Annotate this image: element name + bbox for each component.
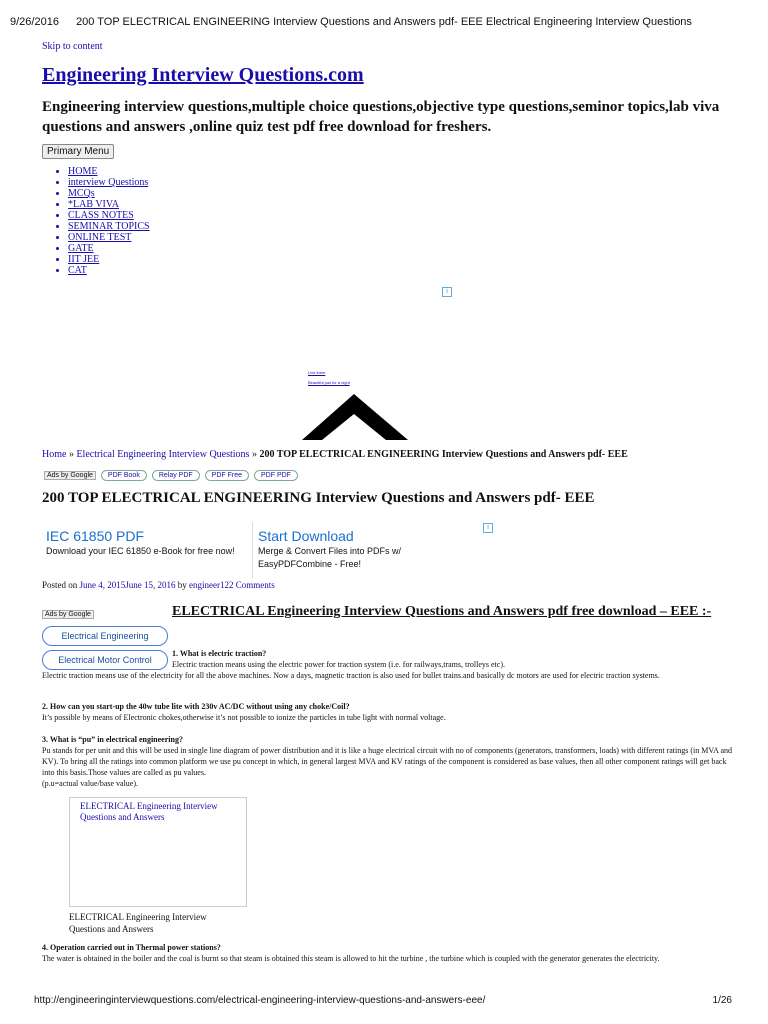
print-doc-title: 200 TOP ELECTRICAL ENGINEERING Interview Questions and Answers pdf- EEE Electrical Engineering Interview Questions bbox=[76, 16, 692, 28]
breadcrumb bbox=[42, 449, 628, 460]
breadcrumb-home[interactable]: Home bbox=[42, 449, 67, 460]
question-4: 4. Operation carried out in Thermal power stations? bbox=[42, 943, 221, 952]
scroll-up-chevron-icon[interactable] bbox=[302, 394, 412, 440]
print-date: 9/26/2016 bbox=[10, 16, 59, 28]
author-comments-link[interactable]: engineer122 Comments bbox=[189, 580, 275, 590]
question-3: 3. What is “pu” in electrical engineering? bbox=[42, 735, 183, 744]
article-image-placeholder bbox=[69, 797, 247, 907]
ad-left[interactable] bbox=[46, 528, 251, 558]
ad-choices-icon[interactable]: i bbox=[442, 287, 452, 297]
post-date-link[interactable]: June 4, 2015June 15, 2016 bbox=[79, 580, 176, 590]
answer-2: It’s possible by means of Electronic chokes,otherwise it’s not possible to ionize the particles in tube light with normal voltage. bbox=[42, 713, 446, 722]
nav-item-lab-viva[interactable]: • *LAB VIVA bbox=[68, 199, 150, 210]
nav-item-gate[interactable]: • GATE bbox=[68, 243, 150, 254]
site-title-link[interactable]: Engineering Interview Questions.com bbox=[42, 64, 364, 86]
ad-right[interactable] bbox=[258, 528, 463, 571]
answer-1a: Electric traction means using the electric power for traction system (i.e. for railways,trams, trolleys etc). bbox=[172, 660, 505, 669]
breadcrumb-category[interactable]: Electrical Engineering Interview Questions bbox=[76, 449, 250, 460]
answer-3: Pu stands for per unit and this will be used in single line diagram of power distribution and it is like a huge electrical circuit with no of components (generators, transformers, loads) with different ratings (in MVA and KV). To bring all the ratings into common platform we use pu concept in which, in general largest MVA and KV ratings of the component is considered as base values, then all other component ratings will get back into this basis.Those values are called as pu values. bbox=[42, 746, 732, 777]
image-caption: ELECTRICAL Engineering Interview Questions and Answers bbox=[69, 912, 207, 934]
nav-item-interview-questions[interactable]: • interview Questions bbox=[68, 177, 150, 188]
nav-item-seminar-topics[interactable]: • SEMINAR TOPICS bbox=[68, 221, 150, 232]
answer-4: The water is obtained in the boiler and the coal is burnt so that steam is obtained this steam is allowed to hit the turbine , the turbine which is coupled with the generator generates the electricity. bbox=[42, 954, 660, 963]
article-heading: ELECTRICAL Engineering Interview Questions and Answers pdf free download – EEE :- bbox=[172, 604, 712, 619]
answer-3-formula: (p.u=actual value/base value). bbox=[42, 779, 139, 788]
question-2: 2. How can you start-up the 40w tube lite with 230v AC/DC without using any choke/Coil? bbox=[42, 702, 350, 711]
nav-item-cat[interactable]: • CAT bbox=[68, 265, 150, 276]
site-tagline: Engineering interview questions,multiple choice questions,objective type questions,seminor topics,lab viva questions and answers ,online quiz test pdf free download for freshers. bbox=[42, 99, 720, 135]
ad-right-desc: Merge & Convert Files into PDFs w/ EasyPDFCombine - Free! bbox=[258, 546, 402, 569]
ad-button-electrical-motor-control[interactable]: Electrical Motor Control bbox=[42, 650, 168, 670]
ads-by-google-label: Ads by Google bbox=[42, 610, 94, 619]
ad-left-desc: Download your IEC 61850 e-Book for free now! bbox=[46, 546, 235, 556]
ad-link-relay-pdf[interactable]: Relay PDF bbox=[152, 470, 200, 481]
ad-divider bbox=[252, 522, 253, 578]
image-alt-text: ELECTRICAL Engineering Interview Questions and Answers bbox=[80, 801, 218, 822]
skip-to-content-link[interactable]: Skip to content bbox=[42, 41, 103, 52]
ad-left-title[interactable]: IEC 61850 PDF bbox=[46, 528, 145, 544]
q3-block bbox=[42, 734, 732, 789]
page-number: 1/26 bbox=[712, 995, 732, 1006]
breadcrumb-current: 200 TOP ELECTRICAL ENGINEERING Interview Questions and Answers pdf- EEE bbox=[259, 449, 628, 460]
nav-item-class-notes[interactable]: • CLASS NOTES bbox=[68, 210, 150, 221]
nav-item-home[interactable]: • HOME bbox=[68, 166, 150, 177]
ad-link-pdf-book[interactable]: PDF Book bbox=[101, 470, 147, 481]
post-title: 200 TOP ELECTRICAL ENGINEERING Interview Questions and Answers pdf- EEE bbox=[42, 490, 595, 506]
ad-tiny-link-1[interactable]: Live them bbox=[308, 370, 326, 375]
page-url: http://engineeringinterviewquestions.com/electrical-engineering-interview-questions-and-answers-eee/ bbox=[34, 995, 486, 1006]
q4-block bbox=[42, 942, 732, 964]
answer-1b: Electric traction means use of the electricity for all the above machines. Now a days, magnetic traction is also used for bullet trains.and basically dc motors are used for electric traction systems. bbox=[42, 671, 660, 680]
nav-item-iit-jee[interactable]: • IIT JEE bbox=[68, 254, 150, 265]
breadcrumb-separator: » bbox=[251, 449, 257, 460]
side-ad-block bbox=[42, 603, 168, 674]
nav-item-mcqs[interactable]: • MCQs bbox=[68, 188, 150, 199]
posted-on-label: Posted on bbox=[42, 580, 78, 590]
primary-menu-button[interactable]: Primary Menu bbox=[42, 144, 114, 159]
nav-item-online-test[interactable]: • ONLINE TEST bbox=[68, 232, 150, 243]
primary-nav bbox=[56, 166, 150, 276]
ad-link-bar bbox=[44, 470, 298, 481]
breadcrumb-separator: » bbox=[68, 449, 74, 460]
ad-link-pdf-free[interactable]: PDF Free bbox=[205, 470, 249, 481]
by-label: by bbox=[177, 580, 187, 590]
text-ad-box bbox=[40, 522, 492, 578]
ad-button-electrical-engineering[interactable]: Electrical Engineering bbox=[42, 626, 168, 646]
q1-block bbox=[172, 648, 732, 670]
ad-link-pdf-pdf[interactable]: PDF PDF bbox=[254, 470, 298, 481]
ad-choices-icon[interactable]: i bbox=[483, 523, 493, 533]
q2-block bbox=[42, 701, 732, 723]
ad-tiny-link-2[interactable]: Beautiful just for a night bbox=[308, 380, 350, 385]
ad-right-title[interactable]: Start Download bbox=[258, 528, 354, 544]
ads-by-google-label: Ads by Google bbox=[44, 471, 96, 480]
question-1: 1. What is electric traction? bbox=[172, 649, 267, 658]
post-meta bbox=[42, 580, 275, 590]
